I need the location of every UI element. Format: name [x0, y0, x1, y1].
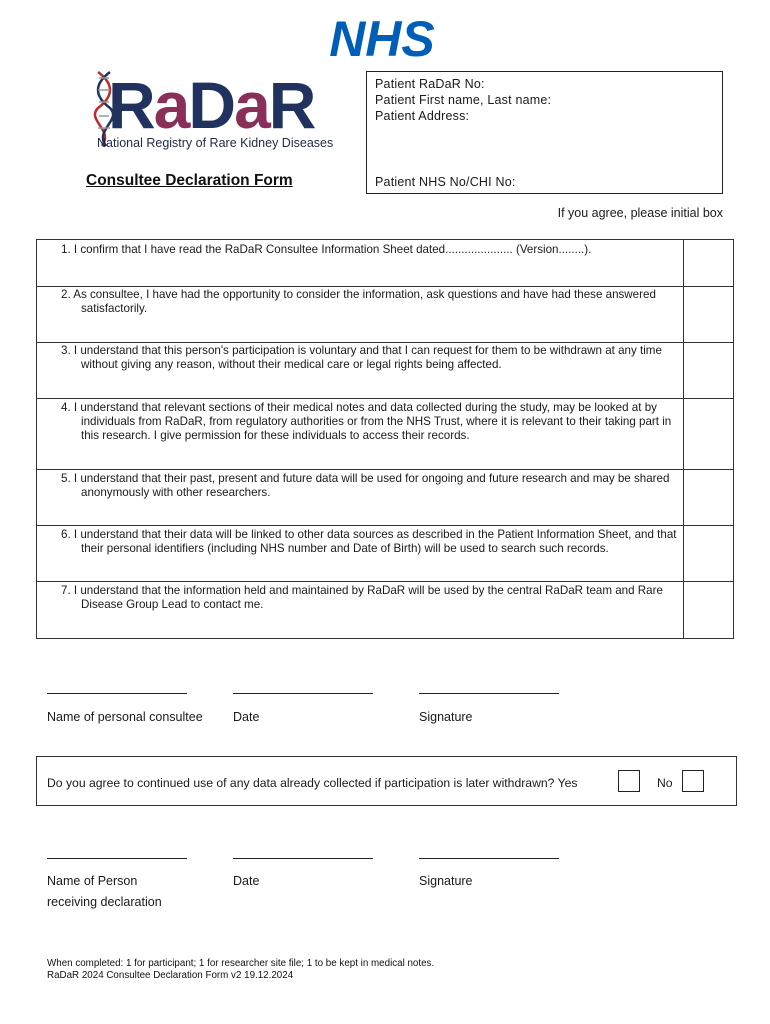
consultee-signature-label: Signature	[419, 710, 473, 724]
statement-6: 6. I understand that their data will be linked to other data sources as described in the Patient Information Sheet, and that their personal identifiers (including NHS number and Date of Birth) will be used to search such records.	[61, 528, 677, 555]
statement-2: 2. As consultee, I have had the opportunity to consider the information, ask questions and have had these answered satisfactorily.	[61, 288, 656, 315]
yes-checkbox[interactable]	[618, 770, 640, 792]
receiver-date-line[interactable]	[233, 858, 373, 859]
consultee-date-label: Date	[233, 710, 260, 724]
patient-address-label: Patient Address:	[375, 109, 470, 123]
yes-label: Yes	[557, 776, 578, 790]
initial-box-5[interactable]	[685, 470, 733, 524]
radar-wordmark: RaDaR	[108, 68, 315, 142]
data-retention-question-box	[36, 756, 737, 806]
receiver-name-label-1: Name of Person	[47, 874, 138, 888]
statement-3: 3. I understand that this person's participation is voluntary and that I can request for them to be withdrawn at any time without giving any reason, without their medical care or legal rights being affected.	[61, 344, 662, 371]
receiver-name-label-2: receiving declaration	[47, 895, 162, 909]
consultee-date-line[interactable]	[233, 693, 373, 694]
initial-box-3[interactable]	[685, 343, 733, 397]
consultee-signature-line[interactable]	[419, 693, 559, 694]
no-checkbox[interactable]	[682, 770, 704, 792]
initial-box-7[interactable]	[685, 582, 733, 638]
initial-box-1[interactable]	[685, 241, 733, 285]
patient-name-label: Patient First name, Last name:	[375, 93, 552, 107]
row-divider	[37, 581, 683, 582]
patient-details-box[interactable]	[366, 71, 723, 194]
nhs-logo	[318, 14, 446, 62]
row-divider	[37, 342, 683, 343]
statement-1: 1. I confirm that I have read the RaDaR Consultee Information Sheet dated..................... (Version........).	[61, 243, 592, 256]
row-divider	[37, 525, 683, 526]
footer-copies-note: When completed: 1 for participant; 1 for researcher site file; 1 to be kept in medical notes.	[47, 958, 435, 969]
consultee-name-line[interactable]	[47, 693, 187, 694]
form-title: Consultee Declaration Form	[86, 172, 293, 189]
row-divider	[37, 469, 683, 470]
initial-column-divider	[683, 240, 684, 638]
initial-box-4[interactable]	[685, 399, 733, 468]
statement-7: 7. I understand that the information held and maintained by RaDaR will be used by the central RaDaR team and Rare Disease Group Lead to contact me.	[61, 584, 663, 611]
patient-radar-no-label: Patient RaDaR No:	[375, 77, 485, 91]
statement-4: 4. I understand that relevant sections of their medical notes and data collected during the study, may be looked at by individuals from RaDaR, from regulatory authorities or from the NHS Trust, where it is relevant to their taking part in this research. I give permission for these individuals to access their records.	[61, 401, 672, 442]
statement-5: 5. I understand that their past, present and future data will be used for ongoing and future research and may be shared anonymously with other researchers.	[61, 472, 670, 499]
receiver-signature-label: Signature	[419, 874, 473, 888]
receiver-name-line[interactable]	[47, 858, 187, 859]
initial-box-2[interactable]	[685, 287, 733, 341]
data-retention-question	[47, 776, 578, 790]
consultee-name-label: Name of personal consultee	[47, 710, 203, 724]
patient-nhs-no-label: Patient NHS No/CHI No:	[375, 175, 516, 189]
no-label: No	[657, 776, 673, 790]
question-text: Do you agree to continued use of any data already collected if participation is later withdrawn?	[47, 776, 555, 790]
statements-table	[36, 239, 734, 639]
initial-box-instruction: If you agree, please initial box	[557, 206, 723, 220]
initial-box-6[interactable]	[685, 526, 733, 580]
receiver-signature-line[interactable]	[419, 858, 559, 859]
row-divider	[37, 398, 683, 399]
radar-subtitle: National Registry of Rare Kidney Diseases	[97, 136, 334, 150]
footer-version: RaDaR 2024 Consultee Declaration Form v2 19.12.2024	[47, 970, 294, 981]
nhs-logo-text: NHS	[329, 14, 435, 62]
receiver-date-label: Date	[233, 874, 260, 888]
row-divider	[37, 286, 683, 287]
